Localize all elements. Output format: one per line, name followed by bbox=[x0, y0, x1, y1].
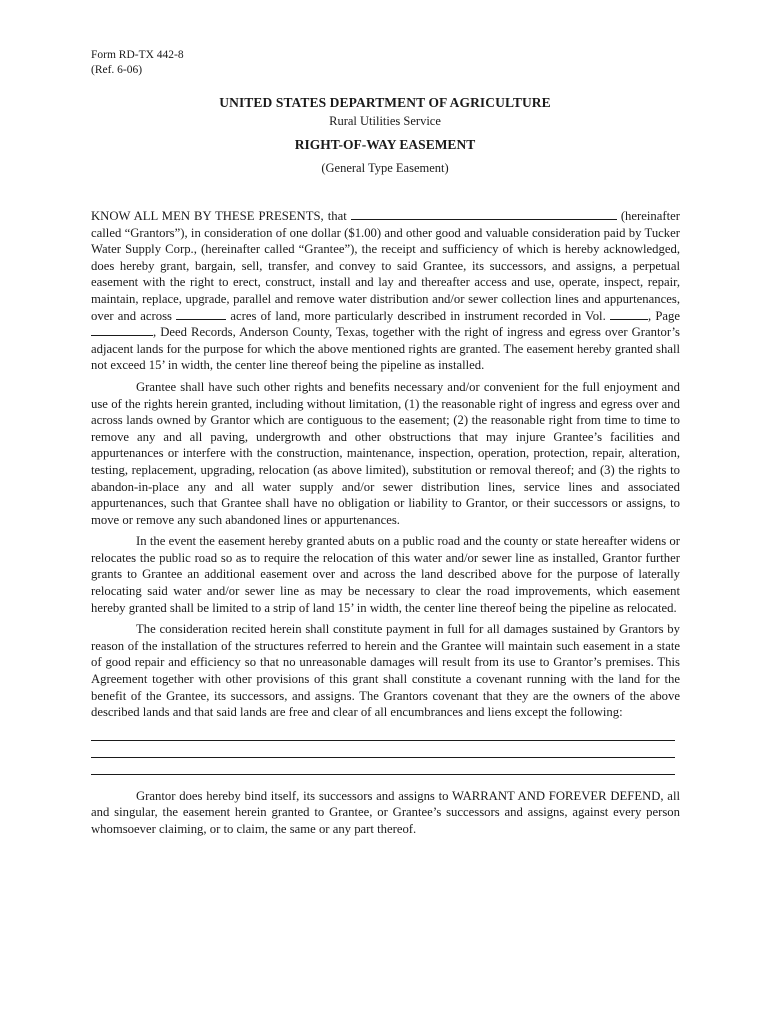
encumbrances-blanks bbox=[91, 726, 680, 775]
document-subtitle: (General Type Easement) bbox=[321, 161, 449, 175]
consideration-paragraph: The consideration recited herein shall constitute payment in full for all damages sustained by Grantors by reason of the installation of the structures referred to herein and the Grantee will maintain such easement in a state of good repair and efficiency so that no unreasonable damages will result from its use to Grantor’s premises. This Agreement together with other provisions of this grant shall constitute a covenant running with the land for the benefit of the Grantee, its successors, and assigns. The Grantors covenant that they are the owners of the above described lands and that said lands are free and clear of all encumbrances and liens except the following: bbox=[91, 622, 680, 720]
grant-text-d: , Deed Records, Anderson County, Texas, together with the right of ingress and egress over Grantor’s adjacent lands for the purpose for which the above mentioned rights are granted. The easement hereby granted shall not exceed 15’ in width, the center line thereof being the pipeline as installed. bbox=[91, 325, 680, 373]
service-heading: Rural Utilities Service bbox=[329, 114, 441, 128]
encumbrance-line[interactable] bbox=[91, 743, 675, 758]
document-title: RIGHT-OF-WAY EASEMENT bbox=[294, 137, 476, 152]
volume-blank[interactable] bbox=[610, 308, 648, 320]
page-blank[interactable] bbox=[91, 324, 153, 336]
encumbrance-line[interactable] bbox=[91, 760, 675, 775]
form-ref: (Ref. 6-06) bbox=[91, 64, 143, 76]
rights-paragraph: Grantee shall have such other rights and benefits necessary and/or convenient for the full enjoyment and use of the rights herein granted, including without limitation, (1) the reasonable right of ingress and egress over and across lands owned by Grantor which are contiguous to the easement; (2) the reasonable right from time to time to remove any and all paving, undergrowth and other obstructions that may injure Grantee’s facilities and appurtenances or interfere with the construction, maintenance, inspection, operation, protection, repair, alteration, testing, replacement, upgrading, relocation (as above limited), substitution or removal thereof; and (3) the rights to abandon-in-place any and all water supply and/or sewer distribution lines, service lines and associated appurtenances, such that Grantee shall have no obligation or liability to Grantor, or their successors or assigns, to move or remove any such abandoned lines or appurtenances. bbox=[91, 379, 680, 527]
encumbrance-line[interactable] bbox=[91, 726, 675, 741]
relocation-paragraph: In the event the easement hereby granted abuts on a public road and the county or state hereafter widens or relocates the public road so as to require the relocation of this water and/or sewer line as installed, Grantor further grants to Grantee an additional easement over and across the land described above for the purpose of laterally relocating said water and/or sewer line as may be necessary to clear the road improvements, which easement hereby granted shall be limited to a strip of land 15’ in width, the center line thereof being the pipeline as relocated. bbox=[91, 534, 680, 615]
form-number: Form RD-TX 442-8 bbox=[91, 49, 184, 61]
document-body bbox=[91, 208, 680, 843]
acres-blank[interactable] bbox=[176, 308, 226, 320]
grant-text-b: acres of land, more particularly described in instrument recorded in Vol. bbox=[226, 308, 610, 323]
agency-heading: UNITED STATES DEPARTMENT OF AGRICULTURE bbox=[219, 95, 551, 110]
grant-paragraph bbox=[91, 208, 680, 374]
grant-lead: KNOW ALL MEN BY THESE PRESENTS, that bbox=[91, 209, 351, 223]
grant-text-c: , Page bbox=[647, 308, 680, 323]
form-identifier bbox=[91, 48, 184, 78]
grantor-name-blank[interactable] bbox=[351, 208, 617, 220]
warranty-paragraph: Grantor does hereby bind itself, its successors and assigns to WARRANT AND FOREVER DEFEND, all and singular, the easement herein granted to Grantee, or Grantee’s successors and assigns, against every person whomsoever claiming, or to claim, the same or any part thereof. bbox=[91, 788, 680, 836]
grant-text-a: (hereinafter called “Grantors”), in consideration of one dollar ($1.00) and other good and valuable consideration paid by Tucker Water Supply Corp., (hereinafter called “Grantee”), the receipt and sufficiency of which is hereby acknowledged, does hereby grant, bargain, sell, transfer, and convey to said Grantee, its successors, and assigns, a perpetual easement with the right to erect, construct, install and lay and thereafter access and use, operate, inspect, repair, maintain, replace, upgrade, parallel and remove water distribution and/or sewer collection lines and appurtenances, over and across bbox=[91, 209, 680, 323]
